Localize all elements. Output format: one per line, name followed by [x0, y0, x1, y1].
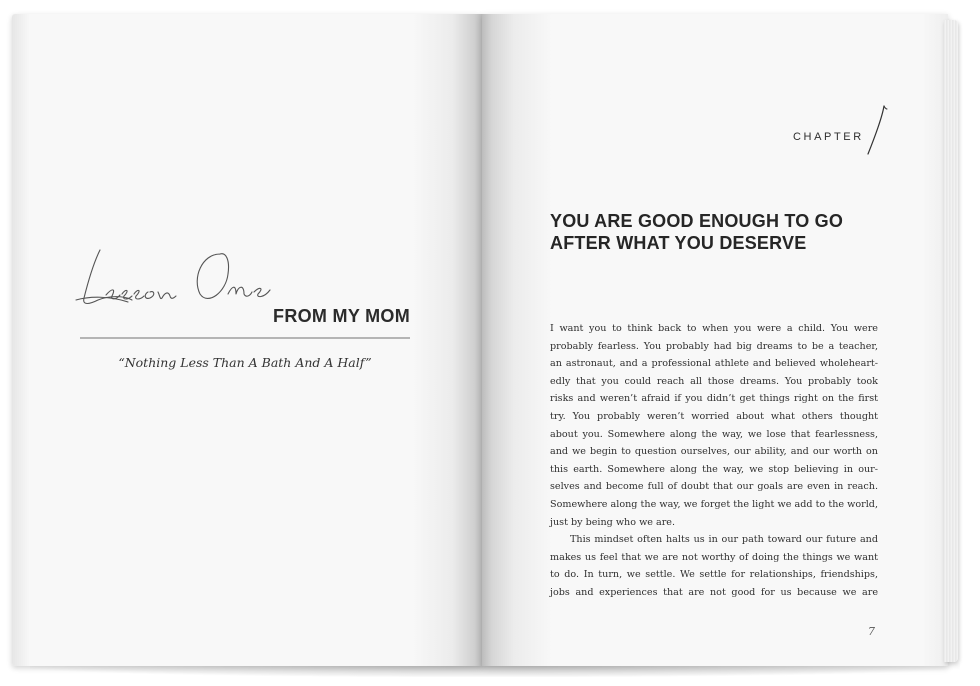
body-line: risks and weren’t afraid if you didn’t get things right on the first: [550, 393, 878, 405]
body-line: to do. In turn, we settle. We settle for relationships, friendships,: [550, 569, 878, 581]
body-line: This mindset often halts us in our path toward our future and: [570, 534, 878, 546]
body-line: selves and become full of doubt that our goals are even in reach.: [550, 481, 878, 493]
lesson-quote: “Nothing Less Than A Bath And A Half”: [118, 355, 372, 370]
page-number: 7: [868, 625, 875, 638]
lesson-subtitle: FROM MY MOM: [273, 306, 410, 326]
title-divider: [80, 337, 410, 339]
left-page: [12, 14, 482, 666]
body-line: just by being who we are.: [550, 516, 676, 528]
body-line: I want you to think back to when you were a child. You were: [550, 323, 878, 334]
page-edges: [944, 20, 958, 662]
chapter-number-graphic: [864, 104, 890, 156]
body-line: try. You probably weren’t worried about what others thought: [550, 410, 878, 422]
chapter-number: [864, 104, 890, 156]
chapter-label: CHAPTER: [793, 131, 864, 143]
body-line: probably fearless. You probably had big dreams to be a teacher,: [550, 340, 878, 352]
chapter-body: [550, 320, 878, 602]
body-line: makes us feel that we are not worthy of doing the things we want: [550, 551, 878, 563]
body-line: this earth. Somewhere along the way, we stop believing in our-: [550, 463, 878, 475]
chapter-title: [550, 210, 880, 254]
body-line: jobs and experiences that are not good for us because we are: [550, 586, 878, 598]
body-line: Somewhere along the way, we forget the light we add to the world,: [550, 498, 878, 510]
body-line: and we begin to question ourselves, our ability, and our worth on: [550, 446, 878, 458]
chapter-title-line: YOU ARE GOOD ENOUGH TO GO: [550, 211, 844, 231]
body-line: about you. Somewhere along the way, we lose that fearlessness,: [550, 428, 878, 440]
chapter-title-line: AFTER WHAT YOU DESERVE: [550, 233, 807, 253]
body-line: an astronaut, and a professional athlete and believed wholeheart-: [550, 358, 878, 370]
body-line: edly that you could reach all those dreams. You probably took: [550, 375, 878, 387]
